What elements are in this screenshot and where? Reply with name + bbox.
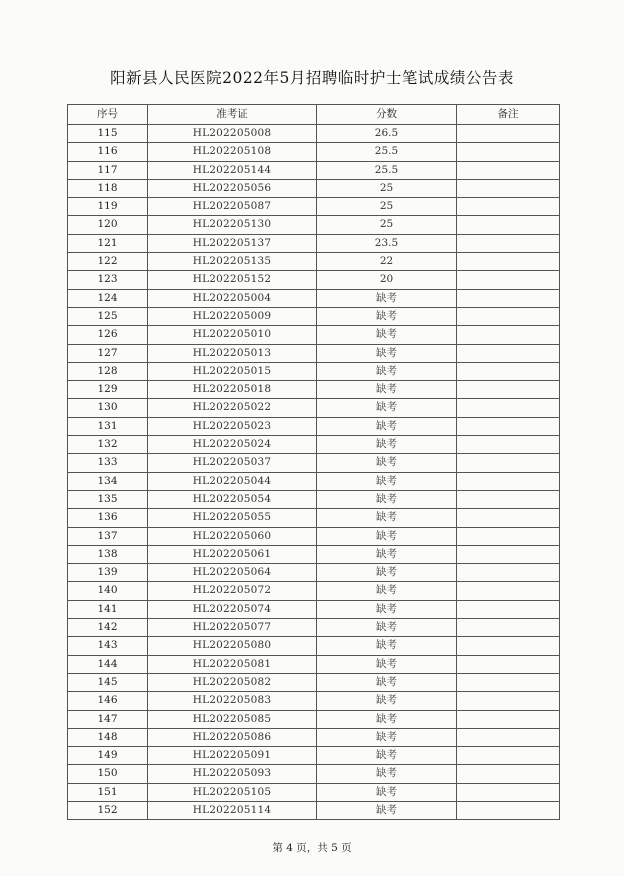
row-seq: 122 — [68, 253, 148, 271]
table-row — [68, 545, 560, 563]
table-row — [68, 344, 560, 362]
row-seq: 123 — [68, 271, 148, 289]
row-seq: 124 — [68, 289, 148, 307]
row-exam-id: HL202205091 — [148, 747, 317, 765]
row-seq: 152 — [68, 801, 148, 819]
row-remark — [457, 143, 560, 161]
row-score: 缺考 — [317, 600, 457, 618]
table-row — [68, 747, 560, 765]
row-seq: 127 — [68, 344, 148, 362]
row-exam-id: HL202205055 — [148, 509, 317, 527]
row-exam-id: HL202205081 — [148, 655, 317, 673]
table-row — [68, 326, 560, 344]
row-score: 缺考 — [317, 307, 457, 325]
row-score: 缺考 — [317, 783, 457, 801]
table-row — [68, 673, 560, 691]
row-remark — [457, 234, 560, 252]
row-seq: 141 — [68, 600, 148, 618]
row-exam-id: HL202205018 — [148, 381, 317, 399]
row-seq: 134 — [68, 472, 148, 490]
row-exam-id: HL202205144 — [148, 161, 317, 179]
row-score: 缺考 — [317, 619, 457, 637]
row-seq: 128 — [68, 362, 148, 380]
row-seq: 125 — [68, 307, 148, 325]
row-exam-id: HL202205093 — [148, 765, 317, 783]
row-seq: 132 — [68, 436, 148, 454]
table-row — [68, 253, 560, 271]
row-score: 缺考 — [317, 801, 457, 819]
table-row — [68, 289, 560, 307]
row-remark — [457, 344, 560, 362]
row-seq: 151 — [68, 783, 148, 801]
row-score: 22 — [317, 253, 457, 271]
row-score: 缺考 — [317, 765, 457, 783]
row-remark — [457, 655, 560, 673]
row-seq: 118 — [68, 179, 148, 197]
row-score: 缺考 — [317, 509, 457, 527]
table-row — [68, 179, 560, 197]
row-score: 缺考 — [317, 527, 457, 545]
row-score: 缺考 — [317, 344, 457, 362]
row-seq: 121 — [68, 234, 148, 252]
row-score: 缺考 — [317, 362, 457, 380]
table-row — [68, 637, 560, 655]
table-row — [68, 362, 560, 380]
row-remark — [457, 710, 560, 728]
row-remark — [457, 527, 560, 545]
row-exam-id: HL202205086 — [148, 728, 317, 746]
row-exam-id: HL202205056 — [148, 179, 317, 197]
row-remark — [457, 545, 560, 563]
row-remark — [457, 198, 560, 216]
row-exam-id: HL202205072 — [148, 582, 317, 600]
row-remark — [457, 472, 560, 490]
row-exam-id: HL202205108 — [148, 143, 317, 161]
row-exam-id: HL202205061 — [148, 545, 317, 563]
row-score: 缺考 — [317, 582, 457, 600]
row-exam-id: HL202205105 — [148, 783, 317, 801]
row-remark — [457, 399, 560, 417]
row-seq: 135 — [68, 490, 148, 508]
row-exam-id: HL202205009 — [148, 307, 317, 325]
row-remark — [457, 801, 560, 819]
row-remark — [457, 619, 560, 637]
row-remark — [457, 692, 560, 710]
row-exam-id: HL202205077 — [148, 619, 317, 637]
row-exam-id: HL202205022 — [148, 399, 317, 417]
table-row — [68, 234, 560, 252]
table-row — [68, 271, 560, 289]
row-score: 缺考 — [317, 381, 457, 399]
row-seq: 129 — [68, 381, 148, 399]
row-exam-id: HL202205023 — [148, 417, 317, 435]
row-exam-id: HL202205060 — [148, 527, 317, 545]
row-seq: 144 — [68, 655, 148, 673]
row-remark — [457, 362, 560, 380]
row-score: 缺考 — [317, 692, 457, 710]
row-score: 缺考 — [317, 472, 457, 490]
row-exam-id: HL202205074 — [148, 600, 317, 618]
row-seq: 150 — [68, 765, 148, 783]
row-remark — [457, 179, 560, 197]
table-row — [68, 564, 560, 582]
row-exam-id: HL202205130 — [148, 216, 317, 234]
row-seq: 126 — [68, 326, 148, 344]
row-remark — [457, 765, 560, 783]
row-exam-id: HL202205137 — [148, 234, 317, 252]
row-exam-id: HL202205082 — [148, 673, 317, 691]
row-score: 缺考 — [317, 545, 457, 563]
row-score: 25 — [317, 198, 457, 216]
table-row — [68, 509, 560, 527]
row-remark — [457, 637, 560, 655]
row-remark — [457, 509, 560, 527]
table-row — [68, 765, 560, 783]
row-remark — [457, 747, 560, 765]
row-score: 25.5 — [317, 161, 457, 179]
row-score: 缺考 — [317, 710, 457, 728]
row-seq: 138 — [68, 545, 148, 563]
row-score: 缺考 — [317, 564, 457, 582]
row-seq: 133 — [68, 454, 148, 472]
row-remark — [457, 490, 560, 508]
row-seq: 140 — [68, 582, 148, 600]
row-seq: 149 — [68, 747, 148, 765]
table-row — [68, 216, 560, 234]
table-row — [68, 436, 560, 454]
table-row — [68, 582, 560, 600]
row-seq: 119 — [68, 198, 148, 216]
row-exam-id: HL202205024 — [148, 436, 317, 454]
row-exam-id: HL202205015 — [148, 362, 317, 380]
row-score: 缺考 — [317, 655, 457, 673]
row-score: 25 — [317, 216, 457, 234]
row-score: 25 — [317, 179, 457, 197]
row-exam-id: HL202205083 — [148, 692, 317, 710]
row-exam-id: HL202205114 — [148, 801, 317, 819]
table-body — [68, 125, 560, 820]
table-row — [68, 728, 560, 746]
row-score: 缺考 — [317, 326, 457, 344]
row-seq: 130 — [68, 399, 148, 417]
table-row — [68, 143, 560, 161]
row-remark — [457, 436, 560, 454]
table-row — [68, 655, 560, 673]
row-seq: 146 — [68, 692, 148, 710]
row-score: 缺考 — [317, 673, 457, 691]
row-exam-id: HL202205037 — [148, 454, 317, 472]
row-remark — [457, 783, 560, 801]
row-remark — [457, 326, 560, 344]
row-score: 缺考 — [317, 637, 457, 655]
row-score: 缺考 — [317, 490, 457, 508]
table-row — [68, 417, 560, 435]
table-header-row — [68, 105, 560, 125]
row-exam-id: HL202205054 — [148, 490, 317, 508]
table-row — [68, 490, 560, 508]
row-exam-id: HL202205085 — [148, 710, 317, 728]
row-seq: 148 — [68, 728, 148, 746]
row-score: 缺考 — [317, 417, 457, 435]
table-row — [68, 783, 560, 801]
row-remark — [457, 161, 560, 179]
row-remark — [457, 673, 560, 691]
row-seq: 120 — [68, 216, 148, 234]
table-row — [68, 399, 560, 417]
row-exam-id: HL202205135 — [148, 253, 317, 271]
score-table — [67, 104, 560, 820]
table-row — [68, 600, 560, 618]
table-row — [68, 161, 560, 179]
row-remark — [457, 728, 560, 746]
table-row — [68, 527, 560, 545]
row-remark — [457, 125, 560, 143]
row-score: 23.5 — [317, 234, 457, 252]
header-score: 分数 — [317, 105, 457, 125]
row-remark — [457, 564, 560, 582]
row-exam-id: HL202205044 — [148, 472, 317, 490]
row-remark — [457, 289, 560, 307]
row-remark — [457, 271, 560, 289]
header-exam-id: 准考证 — [148, 105, 317, 125]
row-exam-id: HL202205004 — [148, 289, 317, 307]
row-remark — [457, 454, 560, 472]
row-seq: 116 — [68, 143, 148, 161]
row-score: 20 — [317, 271, 457, 289]
row-exam-id: HL202205152 — [148, 271, 317, 289]
table-row — [68, 710, 560, 728]
table-row — [68, 125, 560, 143]
row-remark — [457, 253, 560, 271]
row-seq: 136 — [68, 509, 148, 527]
row-remark — [457, 582, 560, 600]
row-score: 缺考 — [317, 436, 457, 454]
row-seq: 115 — [68, 125, 148, 143]
row-remark — [457, 417, 560, 435]
row-score: 25.5 — [317, 143, 457, 161]
header-seq: 序号 — [68, 105, 148, 125]
row-remark — [457, 307, 560, 325]
table-row — [68, 619, 560, 637]
header-remark: 备注 — [457, 105, 560, 125]
row-exam-id: HL202205008 — [148, 125, 317, 143]
row-score: 缺考 — [317, 399, 457, 417]
row-remark — [457, 381, 560, 399]
row-seq: 131 — [68, 417, 148, 435]
row-seq: 142 — [68, 619, 148, 637]
row-score: 缺考 — [317, 747, 457, 765]
row-seq: 117 — [68, 161, 148, 179]
row-seq: 145 — [68, 673, 148, 691]
row-remark — [457, 216, 560, 234]
table-row — [68, 801, 560, 819]
row-score: 缺考 — [317, 454, 457, 472]
row-seq: 143 — [68, 637, 148, 655]
row-exam-id: HL202205010 — [148, 326, 317, 344]
row-exam-id: HL202205087 — [148, 198, 317, 216]
row-score: 缺考 — [317, 289, 457, 307]
row-seq: 139 — [68, 564, 148, 582]
row-score: 26.5 — [317, 125, 457, 143]
table-row — [68, 472, 560, 490]
page-footer: 第 4 页，共 5 页 — [272, 842, 352, 854]
row-score: 缺考 — [317, 728, 457, 746]
row-exam-id: HL202205064 — [148, 564, 317, 582]
row-remark — [457, 600, 560, 618]
row-exam-id: HL202205080 — [148, 637, 317, 655]
table-row — [68, 307, 560, 325]
row-seq: 147 — [68, 710, 148, 728]
page-title: 阳新县人民医院2022年5月招聘临时护士笔试成绩公告表 — [110, 69, 514, 87]
table-row — [68, 198, 560, 216]
table-row — [68, 381, 560, 399]
table-row — [68, 692, 560, 710]
row-exam-id: HL202205013 — [148, 344, 317, 362]
table-row — [68, 454, 560, 472]
row-seq: 137 — [68, 527, 148, 545]
